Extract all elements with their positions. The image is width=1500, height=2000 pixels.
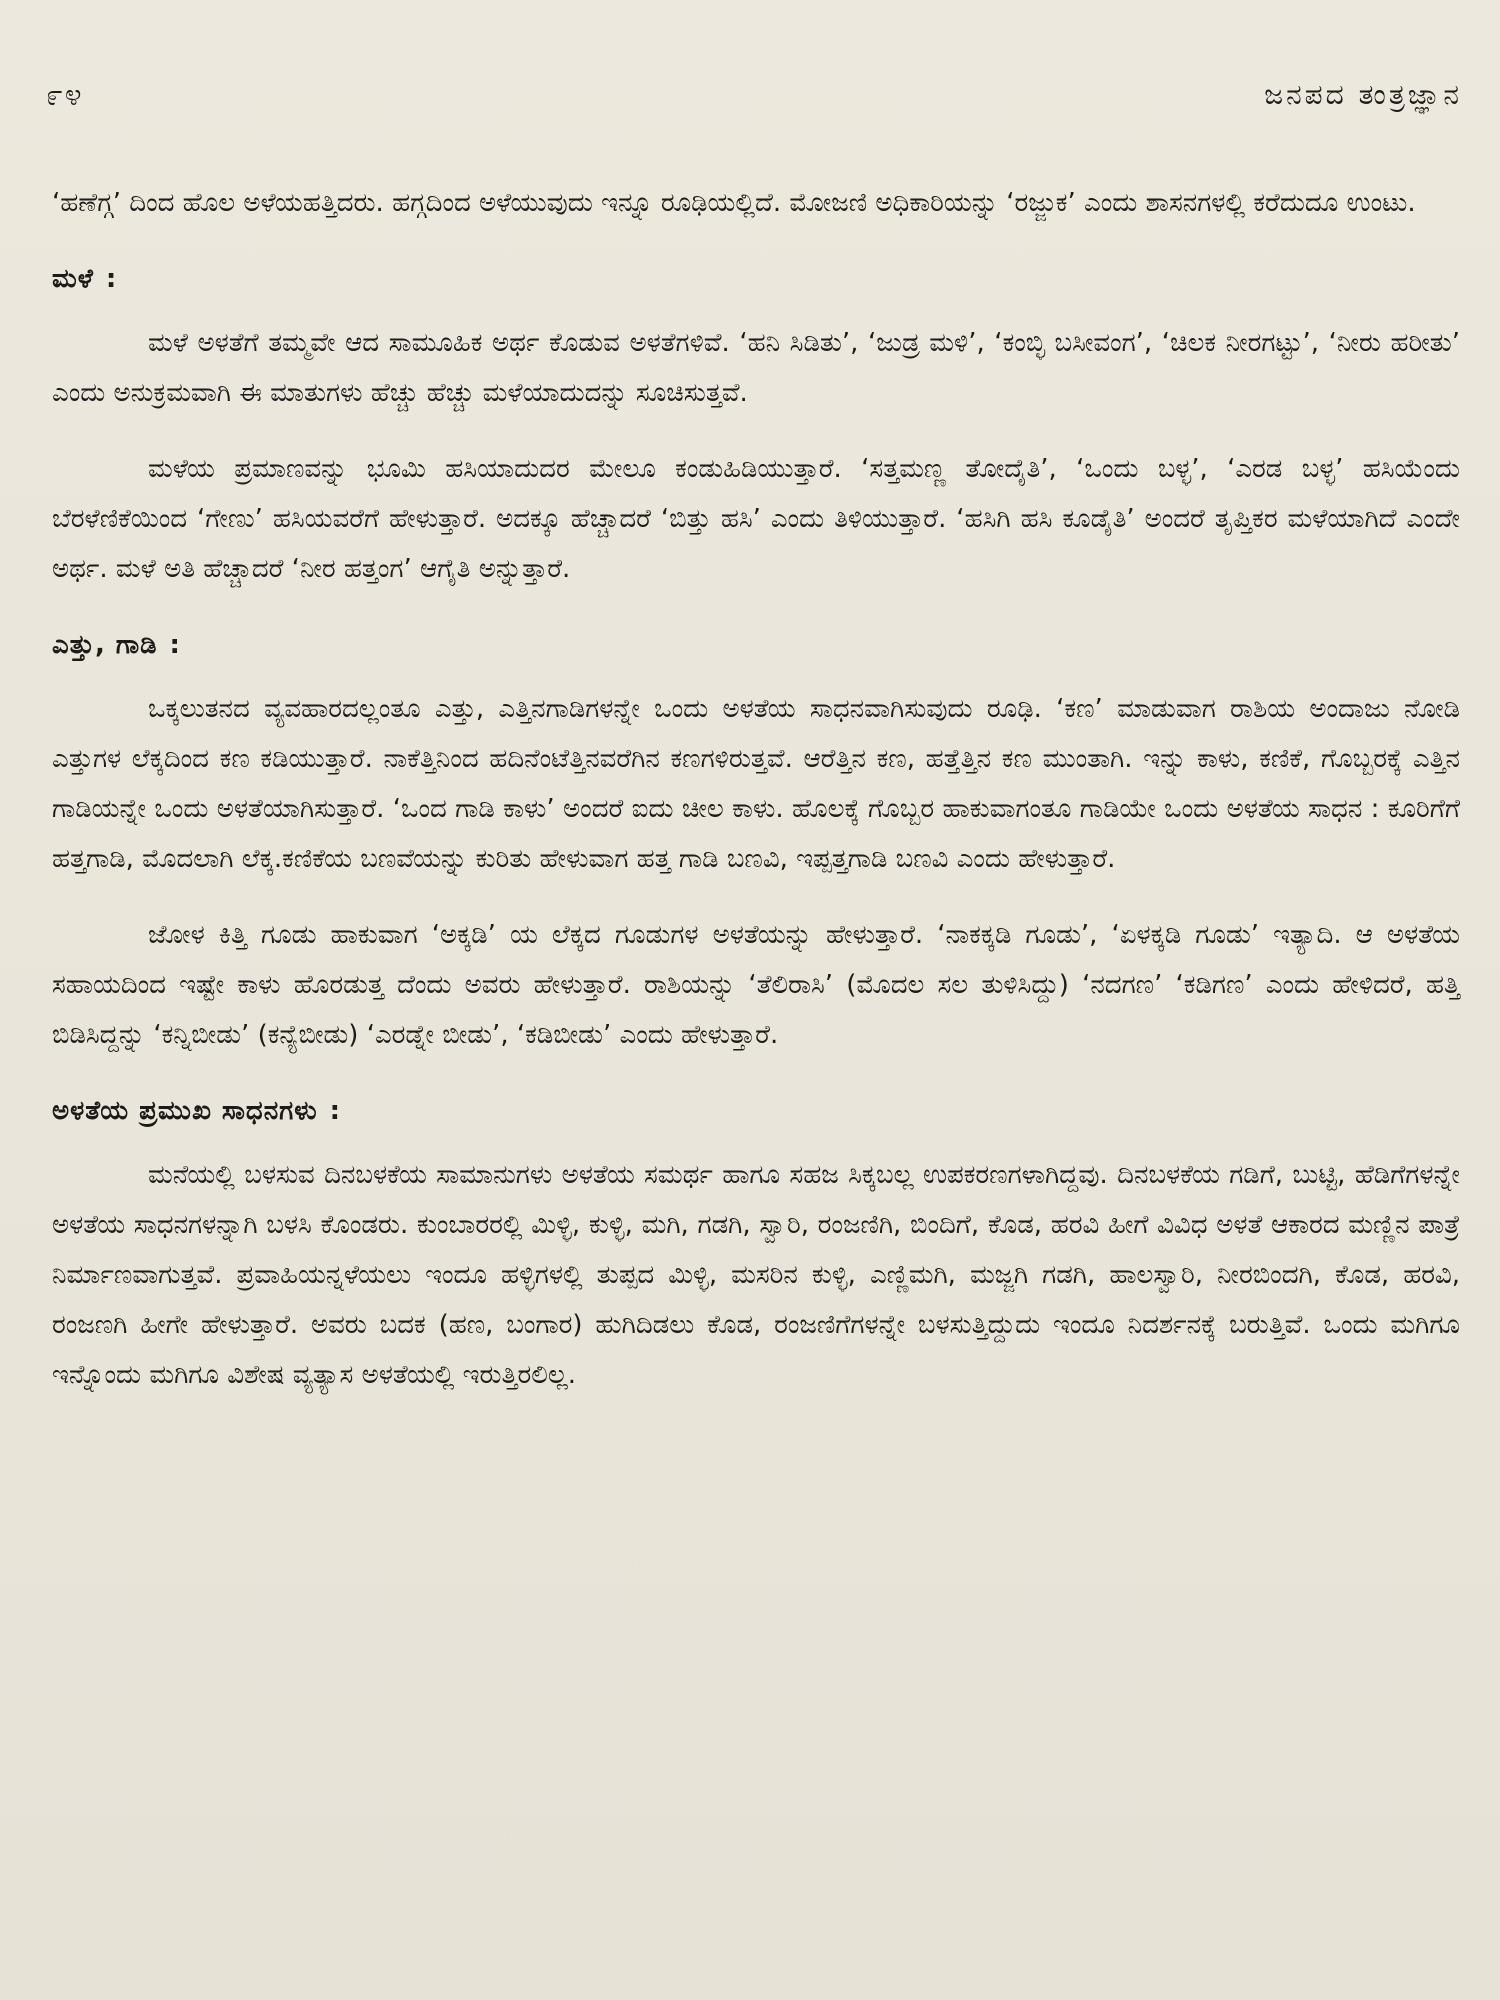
heading-colon: :: [329, 1096, 342, 1126]
section-heading-text: ಅಳತೆಯ ಪ್ರಮುಖ ಸಾಧನಗಳು: [52, 1096, 318, 1126]
section-heading-bullock: [52, 620, 1460, 670]
section-heading-text: ಎತ್ತು, ಗಾಡಿ: [52, 630, 158, 660]
section-heading-rain: [52, 254, 1460, 304]
page-number: ೯೪: [46, 78, 84, 113]
heading-colon: :: [169, 630, 181, 660]
heading-colon: :: [105, 264, 118, 294]
bullock-paragraph-2: ಜೋಳ ಕಿತ್ತಿ ಗೂಡು ಹಾಕುವಾಗ ‘ಅಕ್ಕಡಿ’ ಯ ಲೆಕ್ಕದ ಗೂಡುಗಳ ಅಳತೆಯನ್ನು ಹೇಳುತ್ತಾರೆ. ‘ನಾಕಕ್ಕಡಿ ಗೂಡು’, ‘ಏಳಕ್ಕಡಿ ಗೂಡು’ ಇತ್ಯಾದಿ. ಆ ಅಳತೆಯ ಸಹಾಯದಿಂದ ಇಷ್ಟೇ ಕಾಳು ಹೊರಡುತ್ತ ದೆಂದು ಅವರು ಹೇಳುತ್ತಾರೆ. ರಾಶಿಯನ್ನು ‘ತೆಲಿರಾಸಿ’ (ಮೊದಲ ಸಲ ತುಳಿಸಿದ್ದು) ‘ನದಗಣ’ ‘ಕಡಿಗಣ’ ಎಂದು ಹೇಳಿದರೆ, ಹತ್ತಿ ಬಿಡಿಸಿದ್ದನ್ನು ‘ಕನ್ನಿಬೀಡು’ (ಕನ್ಯೆಬೀಡು) ‘ಎರಡ್ನೇ ಬೀಡು’, ‘ಕಡಿಬೀಡು’ ಎಂದು ಹೇಳುತ್ತಾರೆ.: [52, 920, 1460, 1050]
section-heading-instruments: [52, 1086, 1460, 1136]
page-body: [52, 178, 1460, 1426]
section-heading-text: ಮಳೆ: [52, 264, 94, 294]
bullock-paragraph-1: ಒಕ್ಕಲುತನದ ವ್ಯವಹಾರದಲ್ಲಂತೂ ಎತ್ತು, ಎತ್ತಿನಗಾಡಿಗಳನ್ನೇ ಒಂದು ಅಳತೆಯ ಸಾಧನವಾಗಿಸುವುದು ರೂಢಿ. ‘ಕಣ’ ಮಾಡುವಾಗ ರಾಶಿಯ ಅಂದಾಜು ನೋಡಿ ಎತ್ತುಗಳ ಲೆಕ್ಕದಿಂದ ಕಣ ಕಡಿಯುತ್ತಾರೆ. ನಾಕೆತ್ತಿನಿಂದ ಹದಿನೆಂಟೆತ್ತಿನವರೆಗಿನ ಕಣಗಳಿರುತ್ತವೆ. ಆರೆತ್ತಿನ ಕಣ, ಹತ್ತೆತ್ತಿನ ಕಣ ಮುಂತಾಗಿ. ಇನ್ನು ಕಾಳು, ಕಣಿಕೆ, ಗೊಬ್ಬರಕ್ಕೆ ಎತ್ತಿನ ಗಾಡಿಯನ್ನೇ ಒಂದು ಅಳತೆಯಾಗಿಸುತ್ತಾರೆ. ‘ಒಂದ ಗಾಡಿ ಕಾಳು’ ಅಂದರೆ ಐದು ಚೀಲ ಕಾಳು. ಹೊಲಕ್ಕೆ ಗೊಬ್ಬರ ಹಾಕುವಾಗಂತೂ ಗಾಡಿಯೇ ಒಂದು ಅಳತೆಯ ಸಾಧನ : ಕೂರಿಗೆಗೆ ಹತ್ತಗಾಡಿ, ಮೊದಲಾಗಿ ಲೆಕ್ಕ.ಕಣಿಕೆಯ ಬಣವೆಯನ್ನು ಕುರಿತು ಹೇಳುವಾಗ ಹತ್ತ ಗಾಡಿ ಬಣವಿ, ಇಪ್ಪತ್ತಗಾಡಿ ಬಣವಿ ಎಂದು ಹೇಳುತ್ತಾರೆ.: [52, 694, 1460, 874]
instruments-paragraph-1: ಮನೆಯಲ್ಲಿ ಬಳಸುವ ದಿನಬಳಕೆಯ ಸಾಮಾನುಗಳು ಅಳತೆಯ ಸಮರ್ಥ ಹಾಗೂ ಸಹಜ ಸಿಕ್ಕಬಲ್ಲ ಉಪಕರಣಗಳಾಗಿದ್ದವು. ದಿನಬಳಕೆಯ ಗಡಿಗೆ, ಬುಟ್ಟಿ, ಹೆಡಿಗೆಗಳನ್ನೇ ಅಳತೆಯ ಸಾಧನಗಳನ್ನಾಗಿ ಬಳಸಿ ಕೊಂಡರು. ಕುಂಬಾರರಲ್ಲಿ ಮಿಳ್ಳಿ, ಕುಳ್ಳಿ, ಮಗಿ, ಗಡಗಿ, ಸ್ವಾರಿ, ರಂಜಣಿಗಿ, ಬಿಂದಿಗೆ, ಕೊಡ, ಹರವಿ ಹೀಗೆ ವಿವಿಧ ಅಳತೆ ಆಕಾರದ ಮಣ್ಣಿನ ಪಾತ್ರೆ ನಿರ್ಮಾಣವಾಗುತ್ತವೆ. ಪ್ರವಾಹಿಯನ್ನಳೆಯಲು ಇಂದೂ ಹಳ್ಳಿಗಳಲ್ಲಿ ತುಪ್ಪದ ಮಿಳ್ಳಿ, ಮಸರಿನ ಕುಳ್ಳಿ, ಎಣ್ಣಿಮಗಿ, ಮಜ್ಜಗಿ ಗಡಗಿ, ಹಾಲಸ್ವಾರಿ, ನೀರಬಿಂದಗಿ, ಕೊಡ, ಹರವಿ, ರಂಜಣಗಿ ಹೀಗೇ ಹೇಳುತ್ತಾರೆ. ಅವರು ಬದಕ (ಹಣ, ಬಂಗಾರ) ಹುಗಿದಿಡಲು ಕೊಡ, ರಂಜಣಿಗೆಗಳನ್ನೇ ಬಳಸುತ್ತಿದ್ದುದು ಇಂದೂ ನಿದರ್ಶನಕ್ಕೆ ಬರುತ್ತಿವೆ. ಒಂದು ಮಗಿಗೂ ಇನ್ನೊಂದು ಮಗಿಗೂ ವಿಶೇಷ ವ್ಯತ್ಯಾಸ ಅಳತೆಯಲ್ಲಿ ಇರುತ್ತಿರಲಿಲ್ಲ.: [52, 1160, 1460, 1390]
rain-paragraph-2: ಮಳೆಯ ಪ್ರಮಾಣವನ್ನು ಭೂಮಿ ಹಸಿಯಾದುದರ ಮೇಲೂ ಕಂಡುಹಿಡಿಯುತ್ತಾರೆ. ‘ಸತ್ತಮಣ್ಣ ತೋದೈತಿ’, ‘ಒಂದು ಬಳ್ಳ’, ‘ಎರಡ ಬಳ್ಳ’ ಹಸಿಯೆಂದು ಬೆರಳೆಣಿಕೆಯಿಂದ ‘ಗೇಣು’ ಹಸಿಯವರೆಗೆ ಹೇಳುತ್ತಾರೆ. ಅದಕ್ಕೂ ಹೆಚ್ಚಾದರೆ ‘ಬಿತ್ತು ಹಸಿ’ ಎಂದು ತಿಳಿಯುತ್ತಾರೆ. ‘ಹಸಿಗಿ ಹಸಿ ಕೂಡೈತಿ’ ಅಂದರೆ ತೃಪ್ತಿಕರ ಮಳೆಯಾಗಿದೆ ಎಂದೇ ಅರ್ಥ. ಮಳೆ ಅತಿ ಹೆಚ್ಚಾದರೆ ‘ನೀರ ಹತ್ತಂಗ’ ಆಗೈತಿ ಅನ್ನುತ್ತಾರೆ.: [52, 454, 1460, 584]
rain-paragraph-1: ಮಳೆ ಅಳತೆಗೆ ತಮ್ಮವೇ ಆದ ಸಾಮೂಹಿಕ ಅರ್ಥ ಕೊಡುವ ಅಳತೆಗಳಿವೆ. ‘ಹನಿ ಸಿಡಿತು’, ‘ಜುಡ್ರ ಮಳಿ’, ‘ಕಂಬ್ಳಿ ಬಸೀವಂಗ’, ‘ಚಿಲಕ ನೀರಗಟ್ಟು’, ‘ನೀರು ಹರೀತು’ ಎಂದು ಅನುಕ್ರಮವಾಗಿ ಈ ಮಾತುಗಳು ಹೆಚ್ಚು ಹೆಚ್ಚು ಮಳೆಯಾದುದನ್ನು ಸೂಚಿಸುತ್ತವೆ.: [52, 328, 1460, 408]
intro-paragraph: ‘ಹಣೆಗ್ಗ’ ದಿಂದ ಹೊಲ ಅಳೆಯಹತ್ತಿದರು. ಹಗ್ಗದಿಂದ ಅಳೆಯುವುದು ಇನ್ನೂ ರೂಢಿಯಲ್ಲಿದೆ. ಮೋಜಣಿ ಅಧಿಕಾರಿಯನ್ನು ‘ರಜ್ಜುಕ’ ಎಂದು ಶಾಸನಗಳಲ್ಲಿ ಕರೆದುದೂ ಉಂಟು.: [52, 188, 1416, 218]
running-title: ಜನಪದ ತಂತ್ರಜ್ಞಾನ: [1264, 78, 1462, 111]
